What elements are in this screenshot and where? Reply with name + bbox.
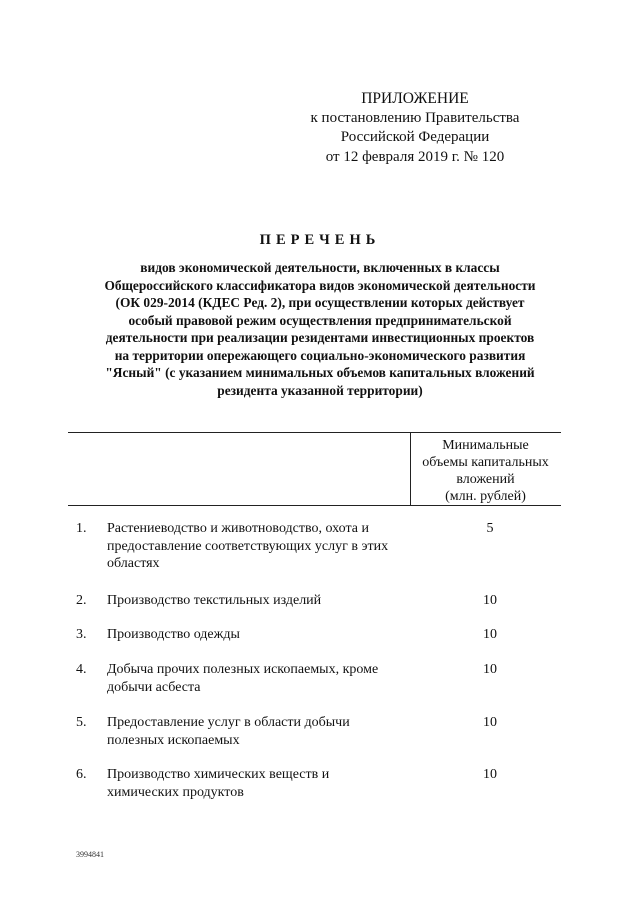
appendix-line: к постановлению Правительства — [310, 109, 520, 126]
row-value: 5 — [486, 521, 494, 536]
row-value: 10 — [483, 627, 497, 642]
document-title: ПЕРЕЧЕНЬ — [259, 232, 381, 248]
header-line: объемы капитальных — [422, 455, 549, 470]
row-value: 10 — [483, 767, 497, 782]
appendix-block — [285, 89, 545, 167]
subtitle-line: (ОК 029-2014 (КДЕС Ред. 2), при осуществлении которых действует — [115, 295, 525, 310]
subtitle-line: особый правовой режим осуществления предпринимательской — [128, 312, 512, 328]
row-name-line: областях — [107, 556, 160, 571]
header-line: (млн. рублей) — [445, 489, 526, 504]
row-name — [107, 714, 407, 749]
row-number: 5. — [76, 715, 87, 730]
appendix-heading: ПРИЛОЖЕНИЕ — [361, 90, 469, 107]
row-name-line: химических продуктов — [107, 784, 244, 800]
row-name-line: Растениеводство и животноводство, охота и — [107, 521, 369, 536]
subtitle-line: резидента указанной территории) — [217, 382, 423, 398]
row-name-line: добычи асбеста — [107, 679, 201, 695]
row-name-line: Производство одежды — [107, 627, 240, 642]
row-number: 6. — [76, 767, 87, 782]
row-number: 2. — [76, 593, 87, 608]
table-header — [68, 432, 561, 506]
row-name — [107, 520, 407, 573]
header-line: вложений — [456, 472, 515, 487]
row-name — [107, 592, 407, 610]
value-column-header — [410, 437, 561, 505]
subtitle-line: на территории опережающего социально-экономического развития — [114, 347, 526, 363]
appendix-line: от 12 февраля 2019 г. № 120 — [325, 148, 505, 165]
row-number: 1. — [76, 521, 87, 536]
row-value: 10 — [483, 593, 497, 608]
subtitle-line: деятельности при реализации резидентами инвестиционных проектов — [105, 330, 535, 345]
row-name — [107, 626, 407, 644]
row-value: 10 — [483, 662, 497, 677]
appendix-line: Российской Федерации — [340, 129, 490, 145]
row-name — [107, 766, 407, 801]
row-name-line: Производство текстильных изделий — [107, 593, 322, 608]
row-name-line: предоставление соответствующих услуг в этих — [107, 538, 389, 554]
subtitle-line: видов экономической деятельности, включенных в классы — [140, 260, 500, 275]
header-line: Минимальные — [442, 438, 529, 453]
subtitle-line: Общероссийского классификатора видов экономической деятельности — [104, 277, 536, 293]
row-name-line: Добыча прочих полезных ископаемых, кроме — [107, 662, 379, 677]
document-subtitle — [52, 259, 588, 399]
row-number: 4. — [76, 662, 87, 677]
document-code: 3994841 — [76, 850, 104, 859]
subtitle-line: "Ясный" (с указанием минимальных объемов капитальных вложений — [105, 365, 535, 380]
row-number: 3. — [76, 627, 87, 642]
row-name-line: Предоставление услуг в области добычи — [107, 715, 350, 730]
row-name-line: Производство химических веществ и — [107, 767, 330, 782]
row-name-line: полезных ископаемых — [107, 732, 240, 748]
row-name — [107, 661, 407, 696]
row-value: 10 — [483, 715, 497, 730]
